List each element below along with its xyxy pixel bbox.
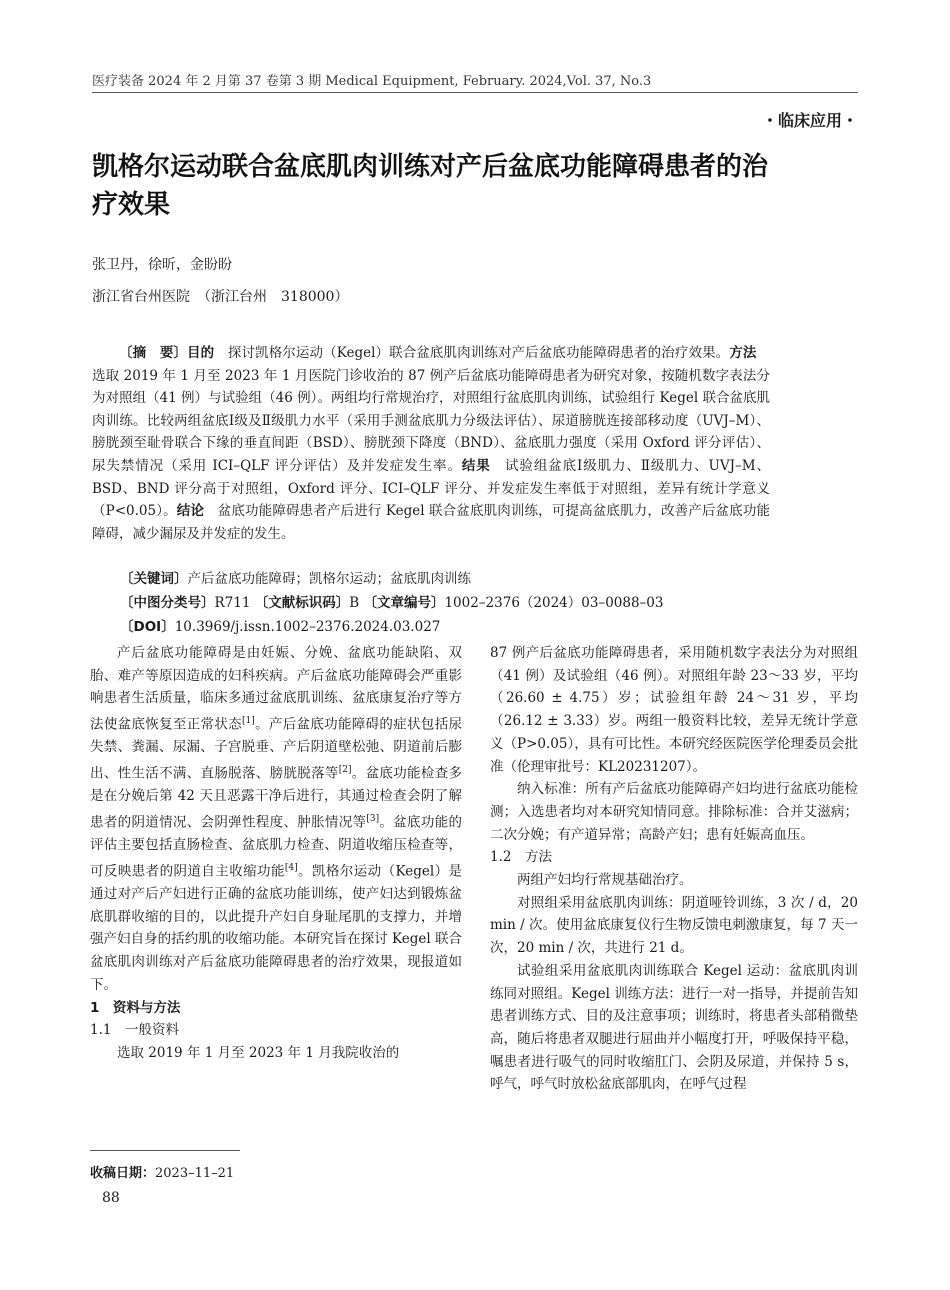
article-title: 凯格尔运动联合盆底肌肉训练对产后盆底功能障碍患者的治疗效果 — [92, 152, 769, 220]
conclusion-label: 结论 — [176, 503, 205, 520]
doc-code-label: 〔文献标识码〕 — [254, 595, 350, 611]
ref-1: [1] — [242, 716, 255, 727]
body-left-column — [90, 642, 462, 1065]
received-value: 2023–11–21 — [155, 1166, 235, 1181]
methods-paragraph-1: 两组产妇均行常规基础治疗。 — [517, 872, 693, 889]
general-data-paragraph: 选取 2019 年 1 月至 2023 年 1 月我院收治的 — [117, 1044, 400, 1061]
methods-paragraph-2: 对照组采用盆底肌肉训练：阴道哑铃训练，3 次 / d，20 min / 次。使用盆底康复仪行生物反馈电刺激康复，每 7 天一次，20 min / 次，共进行 21 d。 — [490, 894, 858, 957]
abstract-label: 〔摘 要〕 — [119, 345, 188, 361]
ref-2: [2] — [338, 765, 352, 776]
received-label: 收稿日期： — [90, 1166, 156, 1181]
received-date — [90, 1162, 234, 1181]
inclusion-criteria: 纳入标准：所有产后盆底功能障碍产妇均进行盆底功能检测；入选患者均对本研究知情同意。排除标准：合并艾滋病；二次分娩；有产道异常；高龄产妇；患有妊娠高血压。 — [490, 781, 858, 843]
column-label: ・临床应用・ — [761, 111, 858, 130]
abstract — [92, 342, 770, 545]
general-data-continued: 87 例产后盆底功能障碍患者，采用随机数字表法分为对照组（41 例）及试验组（46 例）。对照组年龄 23～33 岁，平均（26.60 ± 4.75）岁；试验组年龄 24～31 岁，平均（26.12 ± 3.33）岁。两组一般资料比较，差异无统计学意义（P>0.05），具有可比性。本研究经医院医学伦理委员会批准（伦理审批号：KL20231207）。 — [490, 645, 858, 775]
ref-4: [4] — [284, 862, 298, 873]
keywords-label: 〔关键词〕 — [120, 571, 188, 587]
methods-text: 选取 2019 年 1 月至 2023 年 1 月医院门诊收治的 87 例产后盆底功能障碍患者为研究对象，按随机数字表法分为对照组（41 例）与试验组（46 例）。两组均行常规治疗，对照组行盆底肌肉训练，试验组行 Kegel 联合盆底肌肉训练。比较两组盆底Ⅰ级及Ⅱ级肌力水平（采用手测盆底肌力分级法评估）、尿道膀胱连接部移动度（UVJ–M）、膀胱颈至耻骨联合下缘的垂直间距（BSD）、膀胱颈下降度（BND）、盆底肌力强度（采用 Oxford 评分评估）、尿失禁情况（采用 ICI–QLF 评分评估）及并发症发生率。 — [92, 345, 771, 474]
affiliation: 浙江省台州医院 （浙江台州 318000） — [92, 289, 349, 305]
body-right-column — [490, 642, 858, 1096]
authors: 张卫丹，徐昕，金盼盼 — [92, 257, 232, 273]
subsection-heading-1-1: 1.1 一般资料 — [90, 1022, 179, 1039]
clc-value: R711 — [214, 595, 251, 611]
results-text: 试验组盆底Ⅰ级肌力、Ⅱ级肌力、UVJ–M、BSD、BND 评分高于对照组，Oxford 评分、ICI–QLF 评分、并发症发生率低于对照组，差异有统计学意义（P<0.05）。 — [92, 457, 770, 520]
methods-paragraph-3: 试验组采用盆底肌肉训练联合 Kegel 运动：盆底肌肉训练同对照组。Kegel 训练方法：进行一对一指导，并提前告知患者训练方式、目的及注意事项；训练时，将患者头部稍微垫高，随后将患者双腿进行屈曲并小幅度打开，呼吸保持平稳，嘱患者进行吸气的同时收缩肛门、会阴及尿道，并保持 5 s，呼气，呼气时放松盆底部肌肉，在呼气过程 — [490, 962, 858, 1093]
header-divider — [92, 92, 858, 93]
doi-value: 10.3969/j.issn.1002–2376.2024.03.027 — [174, 619, 441, 635]
intro-paragraph: 产后盆底功能障碍是由妊娠、分娩、盆底功能缺陷、双胎、难产等原因造成的妇科疾病。产后盆底功能障碍会严重影响患者生活质量，临床多通过盆底肌训练、盆底康复治疗等方法使盆底恢复至正常状态[1]。产后盆底功能障碍的症状包括尿失禁、粪漏、尿漏、子宫脱垂、产后阴道壁松弛、阴道前后膨出、性生活不满、直肠脱落、膀胱脱落等[2]。盆底功能检查多是在分娩后第 42 天且恶露干净后进行，其通过检查会阴了解患者的阴道情况、会阴弹性程度、肿胀情况等[3]。盆底功能的评估主要包括直肠检查、盆底肌力检查、阴道收缩压检查等，可反映患者的阴道自主收缩功能[4]。凯格尔运动（Kegel）是通过对产后产妇进行正确的盆底功能训练，使产妇达到锻炼盆底肌群收缩的目的，以此提升产妇自身耻尾肌的支撑力，并增强产妇自身的括约肌的收缩功能。本研究旨在探讨 Kegel 联合盆底肌肉训练对产后盆底功能障碍患者的治疗效果，现报道如下。 — [90, 645, 463, 993]
subsection-heading-1-2: 1.2 方法 — [490, 849, 552, 866]
clc-label: 〔中图分类号〕 — [120, 595, 215, 611]
doi-label: 〔DOI〕 — [120, 619, 175, 635]
footnote-divider — [90, 1150, 240, 1151]
keywords-text: 产后盆底功能障碍；凯格尔运动；盆底肌肉训练 — [187, 571, 471, 587]
objective-text: 探讨凯格尔运动（Kegel）联合盆底肌肉训练对产后盆底功能障碍患者的治疗效果。 — [214, 345, 730, 361]
section-heading-1: 1 资料与方法 — [90, 999, 181, 1016]
article-number-value: 1002–2376（2024）03–0088–03 — [444, 595, 664, 611]
keywords — [120, 568, 471, 590]
ref-3: [3] — [366, 813, 380, 824]
article-number-label: 〔文章编号〕 — [363, 595, 445, 611]
classification — [120, 592, 664, 614]
conclusion-text: 盆底功能障碍患者产后进行 Kegel 联合盆底肌肉训练，可提高盆底肌力，改善产后盆底功能障碍，减少漏尿及并发症的发生。 — [92, 503, 770, 542]
doc-code-value: B — [349, 595, 360, 611]
journal-header: 医疗装备 2024 年 2 月第 37 卷第 3 期 Medical Equipment, February. 2024,Vol. 37, No.3 — [92, 74, 652, 89]
page-number: 88 — [102, 1190, 120, 1206]
objective-label: 目的 — [187, 345, 215, 361]
results-label: 结果 — [461, 457, 491, 474]
methods-label: 方法 — [729, 345, 757, 361]
doi — [120, 616, 440, 638]
